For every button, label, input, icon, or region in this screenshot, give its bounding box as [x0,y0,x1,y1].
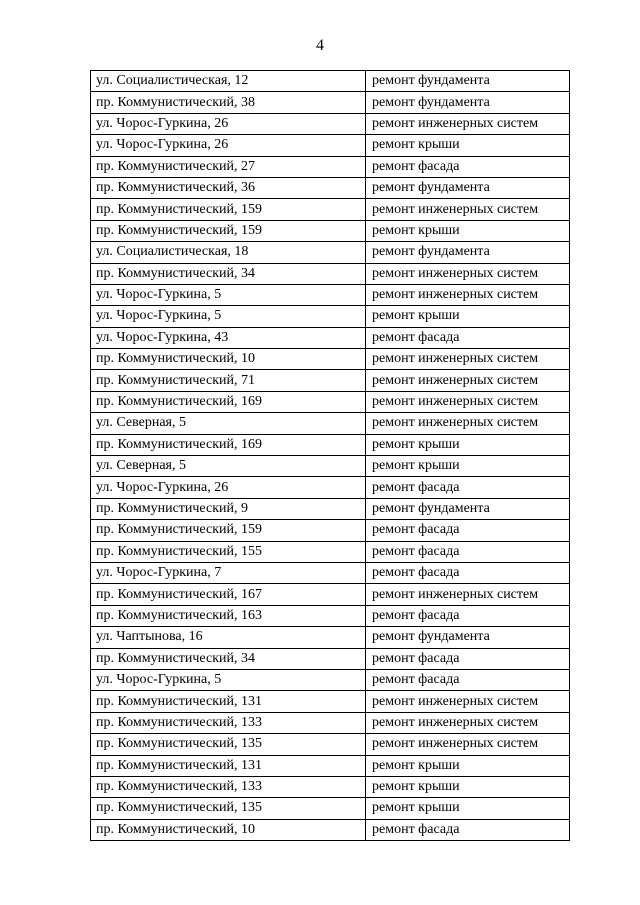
table-row [91,712,570,733]
address-cell: пр. Коммунистический, 34 [91,263,366,284]
table-row [91,434,570,455]
address-cell: ул. Северная, 5 [91,413,366,434]
table-row [91,92,570,113]
address-cell: пр. Коммунистический, 36 [91,177,366,198]
address-cell: пр. Коммунистический, 155 [91,541,366,562]
table-row [91,113,570,134]
address-cell: пр. Коммунистический, 167 [91,584,366,605]
address-cell: ул. Чорос-Гуркина, 43 [91,327,366,348]
work-type-cell: ремонт крыши [366,220,570,241]
table-row [91,755,570,776]
work-type-cell: ремонт фундамента [366,242,570,263]
work-type-cell: ремонт инженерных систем [366,349,570,370]
table-body [91,71,570,841]
address-cell: пр. Коммунистический, 169 [91,434,366,455]
work-type-cell: ремонт инженерных систем [366,691,570,712]
table-row [91,776,570,797]
address-cell: пр. Коммунистический, 169 [91,391,366,412]
work-type-cell: ремонт крыши [366,798,570,819]
table-row [91,562,570,583]
work-type-cell: ремонт инженерных систем [366,584,570,605]
table-row [91,306,570,327]
table-row [91,605,570,626]
work-type-cell: ремонт фасада [366,541,570,562]
address-cell: пр. Коммунистический, 159 [91,520,366,541]
table-row [91,627,570,648]
address-cell: ул. Социалистическая, 12 [91,71,366,92]
work-type-cell: ремонт фундамента [366,498,570,519]
address-cell: пр. Коммунистический, 135 [91,798,366,819]
address-cell: пр. Коммунистический, 159 [91,199,366,220]
work-type-cell: ремонт фасада [366,819,570,840]
table-row [91,327,570,348]
table-row [91,691,570,712]
address-cell: ул. Чорос-Гуркина, 26 [91,113,366,134]
address-cell: ул. Чорос-Гуркина, 5 [91,284,366,305]
address-cell: ул. Северная, 5 [91,456,366,477]
table-row [91,263,570,284]
work-type-cell: ремонт инженерных систем [366,113,570,134]
table-row [91,220,570,241]
table-row [91,71,570,92]
work-type-cell: ремонт инженерных систем [366,734,570,755]
work-type-cell: ремонт крыши [366,306,570,327]
work-type-cell: ремонт фундамента [366,177,570,198]
table-row [91,498,570,519]
table-row [91,349,570,370]
table-row [91,199,570,220]
table-row [91,669,570,690]
work-type-cell: ремонт инженерных систем [366,263,570,284]
address-cell: пр. Коммунистический, 133 [91,776,366,797]
table-row [91,370,570,391]
work-type-cell: ремонт фасада [366,562,570,583]
address-cell: пр. Коммунистический, 10 [91,819,366,840]
table-row [91,135,570,156]
table-row [91,156,570,177]
work-type-cell: ремонт фасада [366,520,570,541]
address-cell: пр. Коммунистический, 135 [91,734,366,755]
work-type-cell: ремонт фасада [366,648,570,669]
work-type-cell: ремонт фасада [366,156,570,177]
table-row [91,242,570,263]
work-type-cell: ремонт крыши [366,456,570,477]
table-row [91,734,570,755]
address-cell: пр. Коммунистический, 38 [91,92,366,113]
address-cell: ул. Социалистическая, 18 [91,242,366,263]
address-cell: пр. Коммунистический, 159 [91,220,366,241]
table-row [91,819,570,840]
address-cell: пр. Коммунистический, 34 [91,648,366,669]
work-type-cell: ремонт инженерных систем [366,413,570,434]
table-row [91,456,570,477]
address-cell: ул. Чорос-Гуркина, 7 [91,562,366,583]
work-type-cell: ремонт фундамента [366,71,570,92]
page-number: 4 [316,37,324,54]
address-cell: ул. Чорос-Гуркина, 26 [91,135,366,156]
work-type-cell: ремонт инженерных систем [366,712,570,733]
work-type-cell: ремонт крыши [366,776,570,797]
work-type-cell: ремонт фасада [366,327,570,348]
table-row [91,284,570,305]
address-cell: ул. Чорос-Гуркина, 26 [91,477,366,498]
address-cell: ул. Чорос-Гуркина, 5 [91,669,366,690]
work-type-cell: ремонт фундамента [366,92,570,113]
work-type-cell: ремонт крыши [366,434,570,455]
table-row [91,477,570,498]
table-row [91,413,570,434]
address-cell: пр. Коммунистический, 27 [91,156,366,177]
address-cell: пр. Коммунистический, 71 [91,370,366,391]
work-type-cell: ремонт инженерных систем [366,391,570,412]
table-row [91,648,570,669]
work-type-cell: ремонт фундамента [366,627,570,648]
work-type-cell: ремонт фасада [366,669,570,690]
address-cell: пр. Коммунистический, 131 [91,691,366,712]
address-cell: пр. Коммунистический, 133 [91,712,366,733]
work-type-cell: ремонт инженерных систем [366,284,570,305]
address-cell: пр. Коммунистический, 163 [91,605,366,626]
work-type-cell: ремонт инженерных систем [366,199,570,220]
table-row [91,177,570,198]
address-cell: пр. Коммунистический, 9 [91,498,366,519]
repair-works-table [90,70,570,841]
address-cell: пр. Коммунистический, 10 [91,349,366,370]
table-row [91,584,570,605]
table-row [91,798,570,819]
address-cell: пр. Коммунистический, 131 [91,755,366,776]
work-type-cell: ремонт фасада [366,477,570,498]
table-row [91,391,570,412]
work-type-cell: ремонт инженерных систем [366,370,570,391]
work-type-cell: ремонт крыши [366,755,570,776]
work-type-cell: ремонт крыши [366,135,570,156]
work-type-cell: ремонт фасада [366,605,570,626]
address-cell: ул. Чаптынова, 16 [91,627,366,648]
address-cell: ул. Чорос-Гуркина, 5 [91,306,366,327]
table-row [91,541,570,562]
table-row [91,520,570,541]
